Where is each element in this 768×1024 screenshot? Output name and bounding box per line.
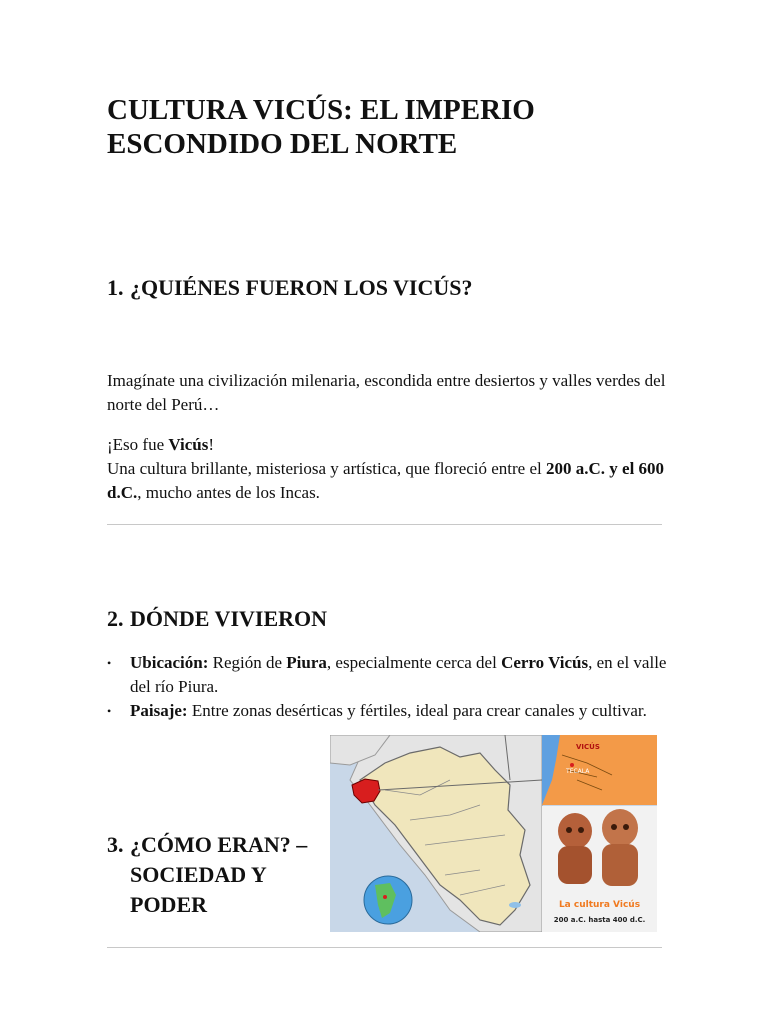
section-2-heading: DÓNDE VIVIERON — [130, 606, 328, 631]
vicus-ceramic-figures — [542, 806, 657, 932]
section-3-heading-block — [107, 830, 322, 920]
ceramic-figures-illustration — [542, 806, 657, 896]
divider-1 — [107, 524, 662, 525]
inset-map-label-vicus: VICÚS — [576, 743, 600, 751]
vicus-bold: Vicús — [168, 435, 209, 454]
section-2-number: 2. — [107, 606, 124, 631]
date-range-bold: 200 a.C. y el 600 d.C. — [107, 459, 665, 502]
bullet-icon: • — [107, 656, 112, 670]
section-1-intro: Imagínate una civilización milenaria, escondida entre desiertos y valles verdes del norte del Perú… — [107, 371, 666, 414]
section-2-list — [107, 651, 667, 723]
list-item: • Paisaje: Entre zonas desérticas y fértiles, ideal para crear canales y cultivar. — [107, 699, 667, 723]
section-1-number: 1. — [107, 275, 124, 300]
list-item: • Ubicación: Región de Piura, especialmente cerca del Cerro Vicús, en el valle del río Piura. — [107, 653, 667, 696]
divider-2 — [107, 947, 662, 948]
section-1-heading: ¿QUIÉNES FUERON LOS VICÚS? — [130, 275, 473, 300]
bullet-icon: • — [107, 704, 112, 718]
caption-dates: 200 a.C. hasta 400 d.C. — [553, 916, 646, 924]
inset-map-label-tecala: TECALA — [566, 768, 590, 775]
section-3-heading: ¿CÓMO ERAN? – SOCIEDAD Y PODER — [130, 832, 308, 917]
page-title: CULTURA VICÚS: EL IMPERIO ESCONDIDO DEL NORTE — [107, 94, 535, 160]
caption-title: La cultura Vicús — [558, 900, 641, 910]
section-1-paragraph: ¡Eso fue Vicús! Una cultura brillante, misteriosa y artística, que floreció entre el 200 a.C. y el 600 d.C., mucho antes de los Incas. — [107, 435, 665, 502]
section-3-number: 3. — [107, 832, 124, 857]
vicus-inset-map — [542, 735, 657, 805]
